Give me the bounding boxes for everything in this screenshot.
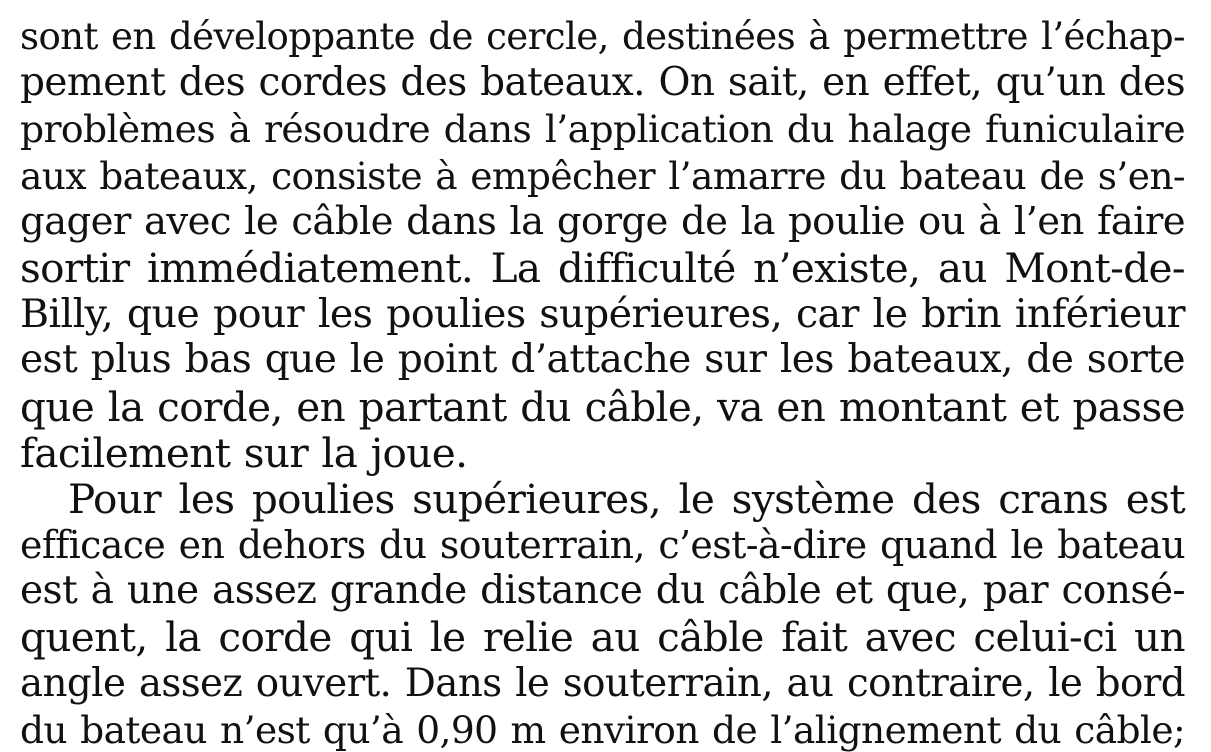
text-line: aux bateaux, consiste à empêcher l’amarre du bateau de s’en- (20, 153, 1185, 198)
text-line: que la corde, en partant du câble, va en montant et passe (20, 382, 1185, 431)
text-line: pement des cordes des bateaux. On sait, en effet, qu’un des (20, 60, 1185, 106)
text-line: efficace en dehors du souterrain, c’est-à-dire quand le bateau (20, 523, 1185, 568)
text-line: sont en développante de cercle, destinées à permettre l’échap- (20, 15, 1185, 58)
text-line: problèmes à résoudre dans l’application du halage funiculaire (20, 107, 1185, 152)
text-line: Pour les poulies supérieures, le système des crans est (68, 474, 1185, 523)
text-line: facilement sur la joue. (20, 428, 468, 477)
text-line: est plus bas que le point d’attache sur les bateaux, de sorte (20, 337, 1185, 383)
text-line: gager avec le câble dans la gorge de la poulie ou à l’en faire (20, 198, 1185, 244)
text-line: du bateau n’est qu’à 0,90 m environ de l’alignement du câble; (20, 707, 1185, 752)
text-line: sortir immédiatement. La difficulté n’existe, au Mont-de- (20, 243, 1185, 292)
text-line: quent, la corde qui le relie au câble fait avec celui-ci un (20, 613, 1185, 662)
text-line: angle assez ouvert. Dans le souterrain, au contraire, le bord (20, 660, 1185, 706)
text-line: est à une assez grande distance du câble et que, par consé- (20, 568, 1185, 614)
text-line: Billy, que pour les poulies supérieures, car le brin inférieur (20, 291, 1185, 338)
paragraph-1 (20, 14, 1185, 476)
paragraph-2 (20, 476, 1185, 752)
